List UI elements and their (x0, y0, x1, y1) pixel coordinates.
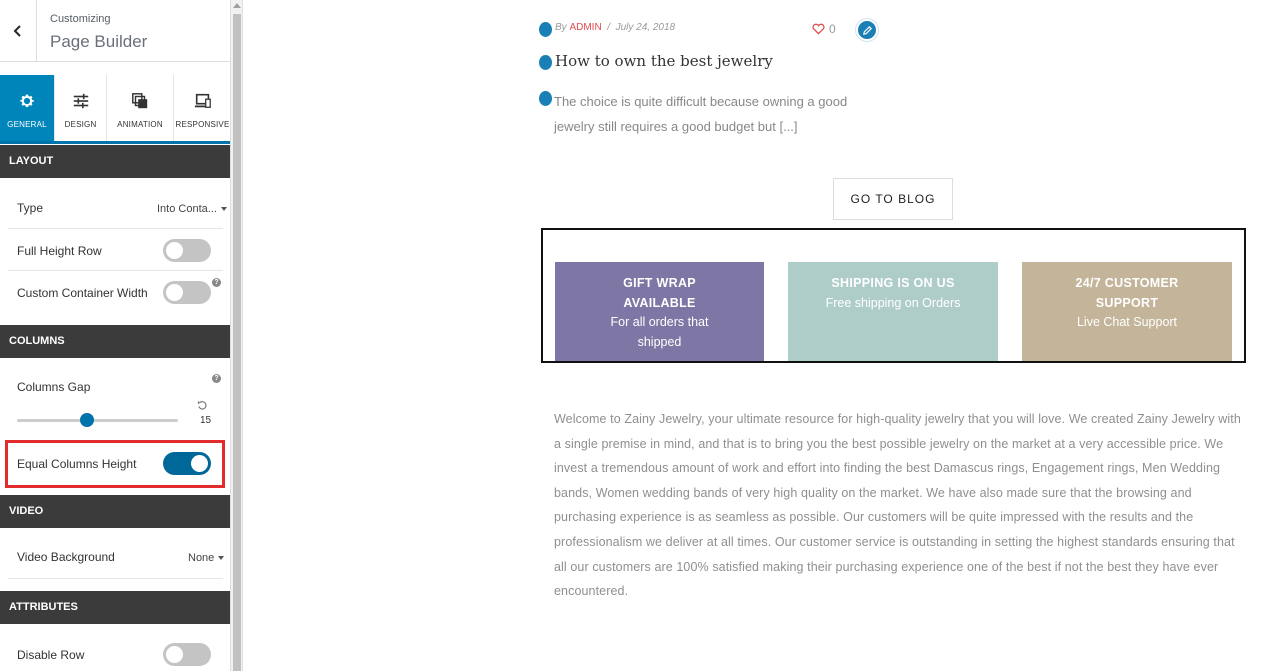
edit-shortcut-icon[interactable] (539, 91, 552, 106)
full-height-toggle[interactable] (163, 239, 211, 262)
custom-width-toggle[interactable] (163, 281, 211, 304)
feature-gift-wrap (555, 262, 764, 361)
tab-general[interactable] (0, 75, 55, 141)
type-select[interactable] (157, 203, 227, 215)
feature-title: 24/7 CUSTOMER SUPPORT (1075, 276, 1179, 310)
panel-title: Page Builder (50, 32, 148, 51)
disable-row-label: Disable Row (17, 648, 85, 662)
video-background-label: Video Background (17, 550, 115, 564)
post-meta (555, 22, 675, 33)
toggle-knob (166, 284, 183, 301)
tab-design[interactable] (55, 75, 107, 141)
video-background-select[interactable] (188, 552, 224, 564)
tab-label: DESIGN (64, 120, 97, 129)
highlight-box (5, 440, 225, 488)
toggle-knob (166, 646, 183, 663)
heart-icon (812, 23, 825, 35)
custom-width-label: Custom Container Width (17, 286, 148, 300)
divider (8, 228, 223, 229)
type-label: Type (17, 201, 44, 215)
panel-header (0, 0, 231, 62)
feature-shipping (788, 262, 998, 361)
devices-icon (194, 92, 212, 110)
feature-text: For all orders that shipped (610, 315, 709, 349)
caret-down-icon (221, 207, 227, 211)
post-date: July 24, 2018 (615, 22, 676, 33)
feature-text: Live Chat Support (1076, 315, 1178, 329)
section-video[interactable]: VIDEO (0, 495, 231, 528)
edit-shortcut-icon[interactable] (539, 22, 552, 37)
section-columns[interactable]: COLUMNS (0, 325, 231, 358)
columns-gap-slider[interactable] (17, 419, 178, 422)
gear-icon (18, 92, 36, 110)
back-button[interactable] (0, 0, 37, 62)
layers-icon (131, 92, 149, 110)
tab-responsive[interactable] (174, 75, 231, 141)
pencil-icon (862, 25, 873, 36)
post-by: By (555, 22, 567, 33)
chevron-left-icon (12, 24, 24, 38)
divider (8, 270, 223, 271)
scroll-thumb[interactable] (233, 14, 241, 671)
scroll-up-arrow[interactable] (233, 3, 241, 8)
go-to-blog-button[interactable]: GO TO BLOG (833, 178, 953, 220)
columns-gap-value: 15 (200, 415, 212, 426)
feature-text: Free shipping on Orders (825, 295, 961, 310)
section-attributes[interactable]: ATTRIBUTES (0, 591, 231, 624)
edit-pencil-button[interactable] (856, 19, 878, 41)
tab-label: GENERAL (7, 120, 47, 129)
feature-title: GIFT WRAP AVAILABLE (623, 276, 696, 310)
help-icon[interactable]: ? (212, 374, 221, 383)
type-select-value: Into Conta... (157, 203, 217, 215)
tab-label: RESPONSIVE (175, 120, 230, 129)
feature-support (1022, 262, 1232, 361)
like-count: 0 (829, 22, 836, 36)
video-background-value: None (188, 552, 215, 564)
features-row (541, 228, 1246, 363)
toggle-knob (166, 242, 183, 259)
disable-row-toggle[interactable] (163, 643, 211, 666)
panel-scrollbar[interactable] (231, 0, 243, 671)
customizing-label: Customizing (50, 13, 111, 25)
divider (8, 578, 223, 579)
columns-gap-label: Columns Gap (17, 380, 91, 394)
sliders-icon (72, 92, 90, 110)
feature-title: SHIPPING IS ON US (831, 276, 955, 290)
equal-columns-height-label: Equal Columns Height (17, 457, 137, 471)
meta-separator: / (607, 22, 611, 33)
tab-label: ANIMATION (117, 120, 163, 129)
tab-animation[interactable] (107, 75, 174, 141)
post-title[interactable]: How to own the best jewelry (555, 52, 773, 70)
about-paragraph: Welcome to Zainy Jewelry, your ultimate resource for high-quality jewelry that you will love. We created Zainy Jewelry with a single premise in mind, and that is to bring you the best possible jewelry on the market at a very accessible price. We invest a tremendous amount of work and effort into finding the best Damascus rings, Engagement rings, Men Wedding bands, Women wedding bands of very high quality on the market. We have also made sure that the browsing and purchasing experience is as seamless as possible. Our customers will be quite impressed with the results and the professionalism we deliver at all times. Our customer service is outstanding in setting the highest standards ensuring that all our customers are 100% satisfied making their purchasing experience one of the best if not the best they have ever encountered. (554, 412, 1241, 599)
site-preview (244, 0, 1280, 671)
reset-icon[interactable] (197, 400, 208, 411)
help-icon[interactable]: ? (212, 278, 221, 287)
post-excerpt: The choice is quite difficult because owning a good jewelry still requires a good budget but [...] (554, 94, 848, 134)
customizer-panel (0, 0, 231, 671)
slider-handle[interactable] (80, 413, 94, 427)
settings-tabs (0, 75, 231, 144)
like-button[interactable] (812, 22, 836, 36)
post-author[interactable]: ADMIN (569, 22, 602, 33)
section-layout[interactable]: LAYOUT (0, 145, 231, 178)
full-height-label: Full Height Row (17, 244, 102, 258)
caret-down-icon (218, 556, 224, 560)
edit-shortcut-icon[interactable] (539, 55, 552, 70)
